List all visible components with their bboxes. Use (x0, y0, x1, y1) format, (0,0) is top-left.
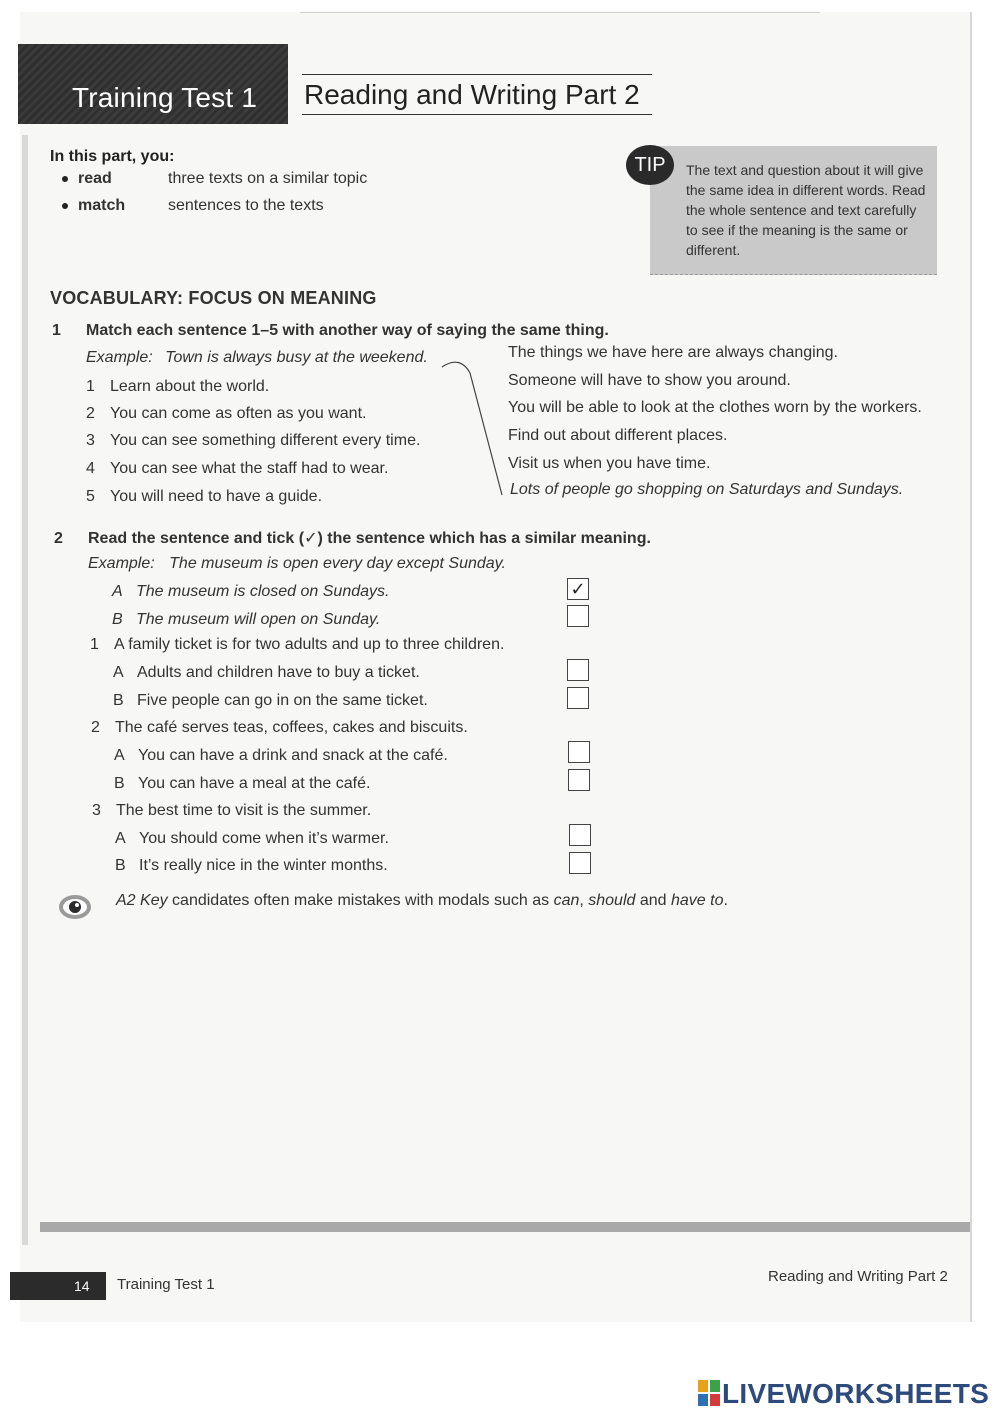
option-line (115, 830, 389, 848)
section-title: VOCABULARY: FOCUS ON MEANING (50, 288, 377, 308)
option-letter: A (112, 583, 123, 600)
q2-item (90, 636, 504, 654)
match-left-item (86, 488, 322, 506)
tick-checkbox[interactable] (567, 605, 589, 627)
option-line (112, 611, 380, 629)
option-letter: B (114, 775, 125, 792)
option-letter: B (113, 692, 124, 709)
logo-text: LIVEWORKSHEETS (722, 1378, 990, 1409)
example-match-line (440, 355, 510, 505)
tick-checkbox[interactable] (567, 659, 589, 681)
option-text: The museum will open on Sunday. (136, 611, 381, 628)
option-letter: B (115, 857, 126, 874)
note-modal: should (588, 892, 636, 909)
option-letter: B (112, 611, 123, 628)
q2-item (92, 802, 371, 820)
question-2-heading (54, 528, 651, 548)
note-modal: can (553, 892, 580, 909)
tick-checkbox[interactable] (568, 769, 590, 791)
option-line (115, 857, 388, 875)
example-text: Town is always busy at the weekend. (165, 349, 428, 366)
footer-right-label: Reading and Writing Part 2 (768, 1268, 948, 1285)
item-number: 1 (90, 636, 99, 653)
item-text: Learn about the world. (110, 378, 270, 395)
bullet-verb: read (78, 170, 112, 187)
intro-bullet (62, 170, 367, 188)
note-text: candidates often make mistakes with modals such as (167, 892, 554, 909)
match-right-item: Lots of people go shopping on Saturdays and Sundays. (510, 481, 904, 498)
option-letter: A (113, 664, 124, 681)
item-number: 5 (86, 488, 95, 505)
option-text: It’s really nice in the winter months. (139, 857, 388, 874)
match-right-item: Find out about different places. (508, 427, 728, 444)
item-number: 3 (92, 802, 101, 819)
note-separator: , (579, 892, 589, 909)
tick-checkbox[interactable] (567, 687, 589, 709)
item-text: You can come as often as you want. (110, 405, 367, 422)
top-divider (300, 12, 820, 13)
intro-bullet (62, 197, 324, 215)
example-line (86, 349, 428, 367)
match-right-item: You will be able to look at the clothes worn by the workers. (508, 399, 922, 416)
item-number: 4 (86, 460, 95, 477)
item-text: The best time to visit is the summer. (116, 802, 372, 819)
left-margin-rule (22, 135, 28, 1245)
exam-note (116, 892, 728, 910)
match-left-item (86, 432, 420, 450)
item-text: You can see what the staff had to wear. (110, 460, 389, 477)
option-text: You can have a meal at the café. (138, 775, 371, 792)
option-line (112, 583, 389, 601)
tip-box (650, 146, 937, 275)
part-title: Reading and Writing Part 2 (302, 74, 652, 115)
example-line (88, 555, 506, 573)
note-end: . (723, 892, 728, 909)
bottom-margin-rule (40, 1222, 970, 1232)
example-text: The museum is open every day except Sunday. (169, 555, 506, 572)
option-line (113, 664, 420, 682)
option-text: The museum is closed on Sundays. (136, 583, 390, 600)
option-line (114, 775, 370, 793)
match-left-item (86, 460, 388, 478)
item-text: You can see something different every time. (110, 432, 421, 449)
item-number: 1 (86, 378, 95, 395)
option-text: You can have a drink and snack at the café. (138, 747, 448, 764)
banner-title: Training Test 1 (72, 82, 258, 113)
tick-checkbox[interactable]: ✓ (567, 578, 589, 600)
question-1-heading (52, 322, 609, 340)
match-left-item (86, 378, 269, 396)
q2-item (91, 719, 468, 737)
tip-text: The text and question about it will give the same idea in different words. Read the whole sentence and text carefully to see if the meaning is the same or different. (686, 162, 926, 258)
liveworksheets-logo (698, 1378, 989, 1410)
option-letter: A (114, 747, 125, 764)
example-label: Example: (88, 555, 155, 572)
match-right-item: The things we have here are always changing. (508, 344, 838, 361)
tip-badge: TIP (626, 145, 674, 185)
note-prefix: A2 Key (116, 892, 168, 909)
item-text: You will need to have a guide. (110, 488, 323, 505)
item-text: A family ticket is for two adults and up to three children. (114, 636, 505, 653)
note-modal: have to (671, 892, 724, 909)
item-number: 3 (86, 432, 95, 449)
option-text: Adults and children have to buy a ticket. (137, 664, 420, 681)
tick-checkbox[interactable] (568, 741, 590, 763)
question-instruction: Match each sentence 1–5 with another way of saying the same thing. (86, 322, 609, 339)
item-text: The café serves teas, coffees, cakes and biscuits. (115, 719, 468, 736)
option-line (113, 692, 428, 710)
page-number: 14 (10, 1272, 106, 1300)
footer-left-label: Training Test 1 (117, 1276, 215, 1293)
option-line (114, 747, 448, 765)
intro-heading: In this part, you: (50, 148, 175, 165)
logo-mark-icon (698, 1380, 720, 1406)
example-label: Example: (86, 349, 153, 366)
bullet-text: sentences to the texts (168, 197, 324, 214)
tick-checkbox[interactable] (569, 824, 591, 846)
question-number: 1 (52, 322, 61, 339)
option-text: Five people can go in on the same ticket. (137, 692, 428, 709)
bullet-dot-icon (62, 203, 68, 209)
option-text: You should come when it’s warmer. (139, 830, 389, 847)
item-number: 2 (91, 719, 100, 736)
match-right-item: Visit us when you have time. (508, 455, 711, 472)
match-left-item (86, 405, 366, 423)
question-instruction: Read the sentence and tick (✓) the sentence which has a similar meaning. (88, 530, 651, 547)
match-right-item: Someone will have to show you around. (508, 372, 791, 389)
tick-checkbox[interactable] (569, 852, 591, 874)
bullet-dot-icon (62, 176, 68, 182)
question-number: 2 (54, 530, 63, 547)
note-separator: and (635, 892, 671, 909)
eye-icon (58, 893, 92, 921)
item-number: 2 (86, 405, 95, 422)
bullet-verb: match (78, 197, 126, 214)
bullet-text: three texts on a similar topic (168, 170, 368, 187)
option-letter: A (115, 830, 126, 847)
